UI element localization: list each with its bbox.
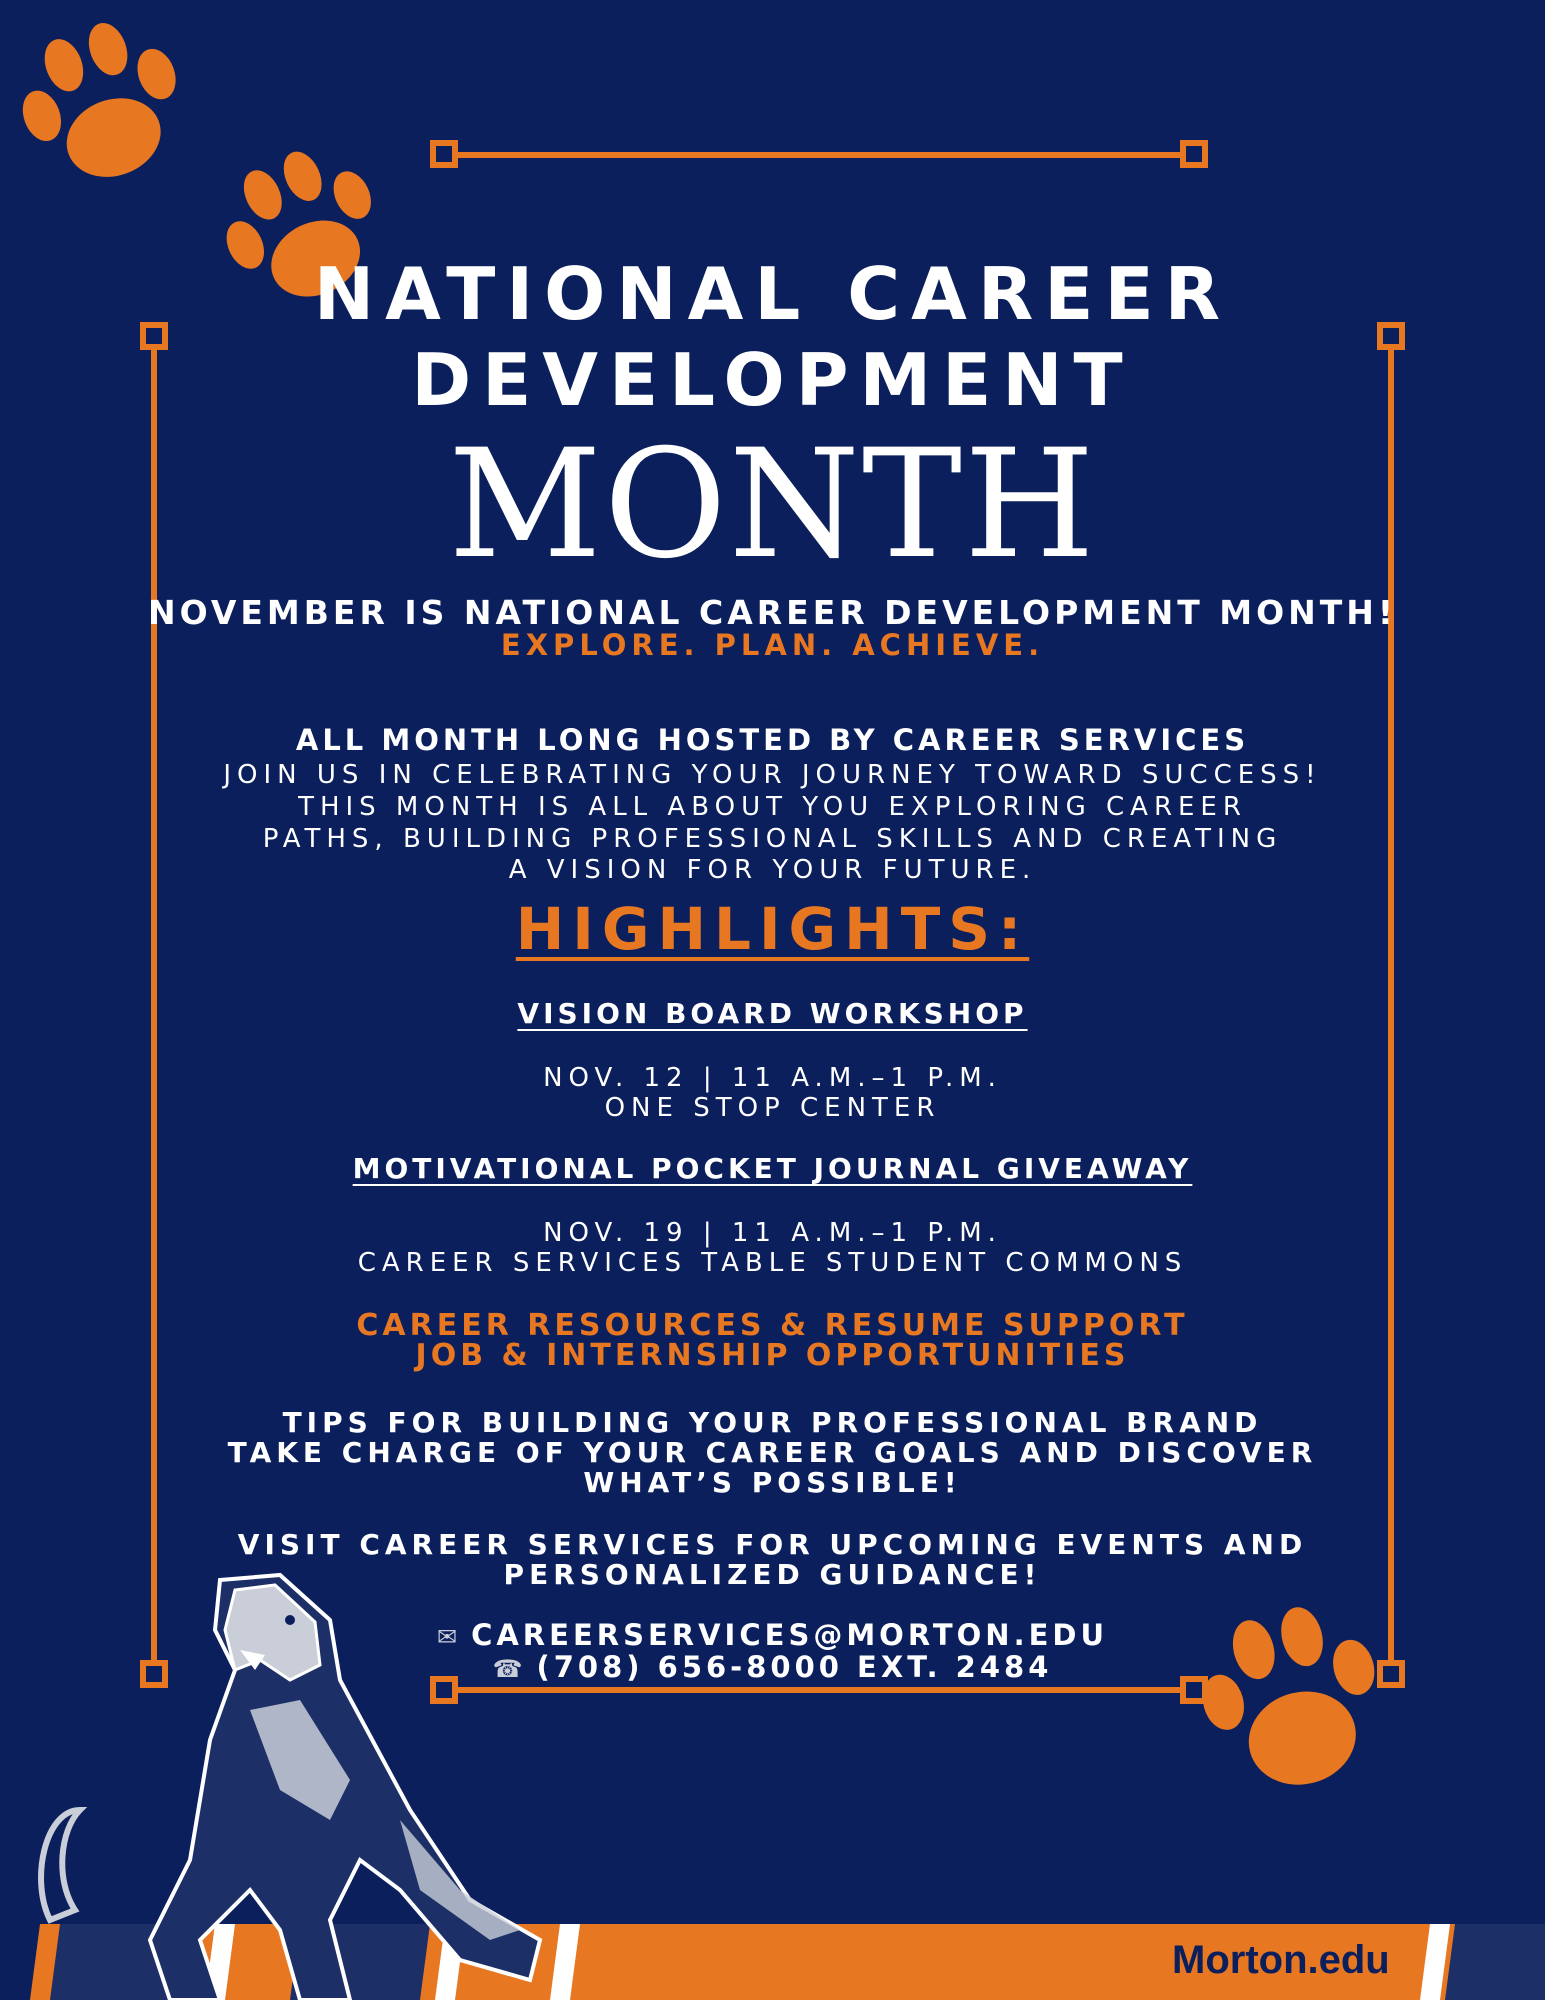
body-line: JOIN US IN CELEBRATING YOUR JOURNEY TOWARD SUCCESS! [223, 760, 1322, 790]
resource-line: JOB & INTERNSHIP OPPORTUNITIES [415, 1338, 1130, 1373]
title-line-2: DEVELOPMENT [411, 338, 1134, 422]
highlights-heading-text: HIGHLIGHTS: [515, 895, 1030, 963]
hosted-by-line: ALL MONTH LONG HOSTED BY CAREER SERVICES [295, 723, 1250, 757]
resource-line: CAREER RESOURCES & RESUME SUPPORT [356, 1308, 1189, 1343]
footer-url[interactable]: Morton.edu [1172, 1938, 1390, 1982]
tips-line: TAKE CHARGE OF YOUR CAREER GOALS AND DISCOVER [227, 1436, 1318, 1469]
body-line: A VISION FOR YOUR FUTURE. [508, 855, 1037, 885]
contact-email[interactable]: CAREERSERVICES@MORTON.EDU [471, 1618, 1109, 1652]
event-date: NOV. 19 | 11 A.M.–1 P.M. [543, 1218, 1002, 1248]
event-date: NOV. 12 | 11 A.M.–1 P.M. [543, 1063, 1002, 1093]
tips-line: WHAT’S POSSIBLE! [583, 1466, 962, 1499]
paw-print-icon [1180, 1580, 1400, 1820]
contact-phone[interactable]: (708) 656-8000 EXT. 2484 [536, 1650, 1053, 1684]
body-line: PATHS, BUILDING PROFESSIONAL SKILLS AND CREATING [262, 824, 1283, 854]
event-title-text: MOTIVATIONAL POCKET JOURNAL GIVEAWAY [352, 1152, 1193, 1185]
phone-icon: ☎ [492, 1655, 527, 1683]
event-title [0, 1152, 1545, 1185]
highlights-heading [0, 895, 1545, 963]
panther-mascot-logo [20, 1560, 580, 2000]
envelope-icon: ✉ [436, 1623, 462, 1651]
title-line-1: NATIONAL CAREER [313, 252, 1232, 336]
event-title [0, 997, 1545, 1030]
intro-tagline: EXPLORE. PLAN. ACHIEVE. [500, 628, 1045, 662]
paw-print-icon [0, 0, 200, 200]
event-location: CAREER SERVICES TABLE STUDENT COMMONS [357, 1248, 1188, 1278]
event-title-text: VISION BOARD WORKSHOP [517, 997, 1028, 1030]
tips-line: TIPS FOR BUILDING YOUR PROFESSIONAL BRAND [282, 1406, 1263, 1439]
visit-line: PERSONALIZED GUIDANCE! [503, 1558, 1042, 1591]
title-line-3: MONTH [448, 418, 1097, 592]
intro-headline: NOVEMBER IS NATIONAL CAREER DEVELOPMENT MONTH! [148, 593, 1397, 632]
event-location: ONE STOP CENTER [604, 1093, 941, 1123]
body-line: THIS MONTH IS ALL ABOUT YOU EXPLORING CAREER [298, 792, 1247, 822]
visit-line: VISIT CAREER SERVICES FOR UPCOMING EVENTS AND [237, 1528, 1308, 1561]
